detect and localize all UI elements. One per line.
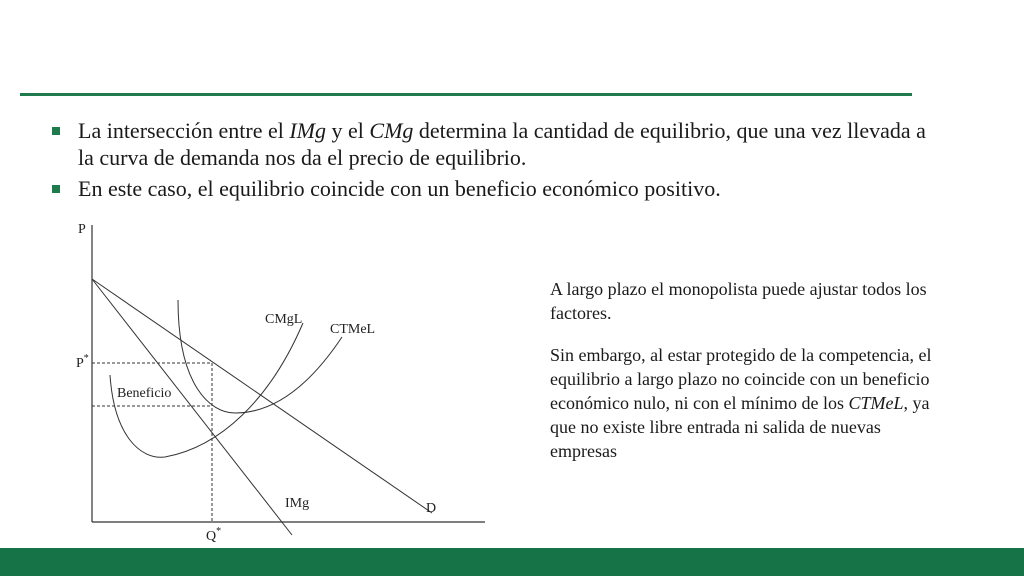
bullet-text: En este caso, el equilibrio coincide con un beneficio económico positivo.: [78, 176, 721, 201]
side-paragraph-2: Sin embargo, al estar protegido de la competencia, el equilibrio a largo plazo no coincide con un beneficio económico nulo, ni con el mínimo de los CTMeL, ya que no existe libre entrada ni salida de nuevas empresas: [550, 345, 932, 461]
side-paragraph-1: A largo plazo el monopolista puede ajustar todos los factores.: [550, 279, 927, 323]
cmgl-label: CMgL: [265, 312, 303, 327]
p-star-label: P*: [76, 353, 89, 371]
square-bullet-icon: [52, 127, 60, 135]
square-bullet-icon: [52, 185, 60, 193]
footer-band: [0, 548, 1024, 576]
bullet-list: [52, 117, 932, 206]
bullet-text-part: La intersección entre el: [78, 118, 290, 143]
bullet-text-part: determina la cantidad de equilibrio, que una vez llevada a la curva de demanda nos da el precio de equilibrio.: [78, 118, 926, 170]
ctmel-term: CTMeL: [848, 393, 904, 413]
side-explanation: [550, 277, 940, 481]
img-term: IMg: [289, 118, 326, 143]
cmg-term: CMg: [369, 118, 414, 143]
top-rule: [20, 93, 912, 96]
profit-label: Beneficio: [117, 386, 172, 401]
bullet-item: [52, 117, 932, 171]
demand-label: D: [426, 501, 437, 516]
img-label: IMg: [285, 496, 310, 511]
monopoly-long-run-diagram: [60, 215, 490, 545]
y-axis-label: P: [78, 222, 86, 237]
bullet-text-part: y el: [326, 118, 370, 143]
ctmel-label: CTMeL: [330, 322, 376, 337]
bullet-item: [52, 175, 932, 202]
q-star-label: Q*: [206, 526, 222, 544]
marginal-revenue-curve: [92, 279, 292, 535]
